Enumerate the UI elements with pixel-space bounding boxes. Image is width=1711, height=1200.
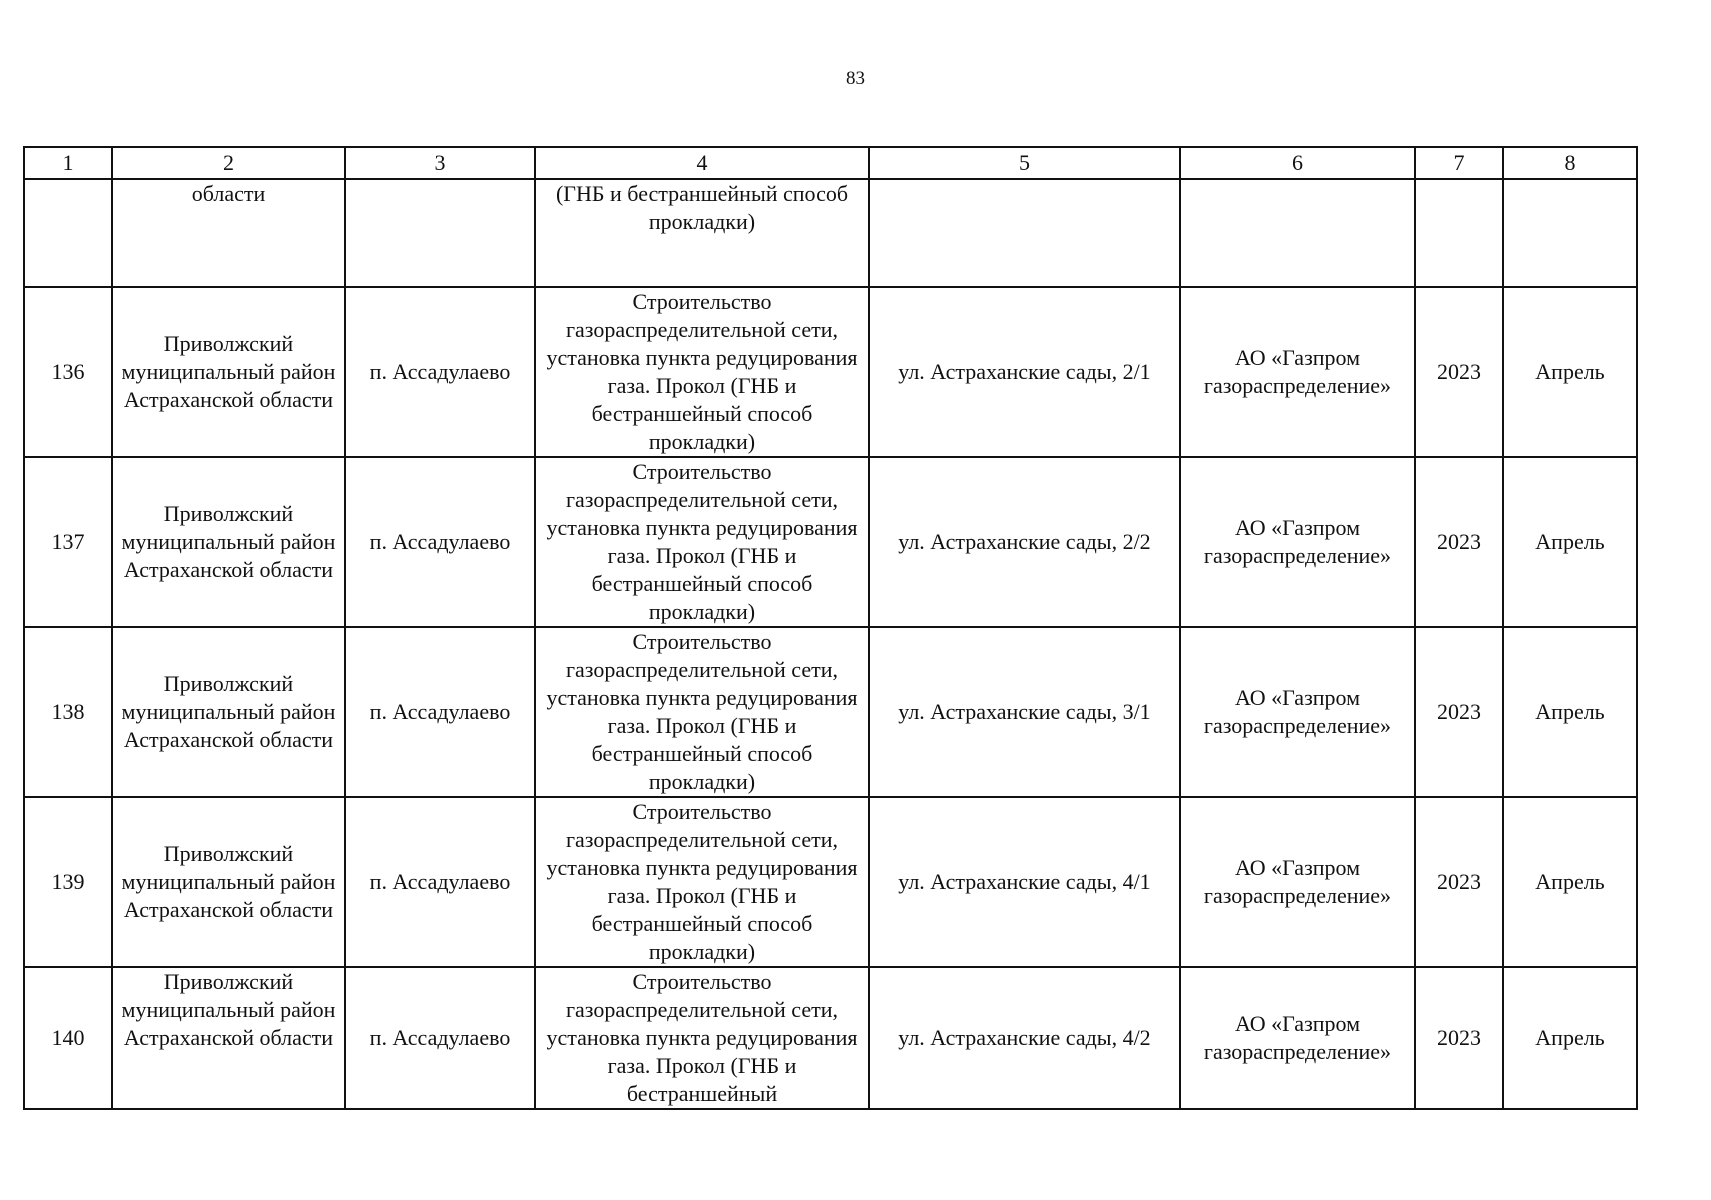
cell-settlement: [345, 179, 535, 287]
cell-org: АО «Газпром газораспределение»: [1180, 287, 1415, 457]
cell-year: 2023: [1415, 627, 1503, 797]
page-number: 83: [846, 68, 865, 89]
cell-org: АО «Газпром газораспределение»: [1180, 627, 1415, 797]
column-header-1: 1: [24, 147, 112, 179]
column-header-7: 7: [1415, 147, 1503, 179]
cell-address: ул. Астраханские сады, 4/2: [869, 967, 1180, 1109]
cell-org: АО «Газпром газораспределение»: [1180, 967, 1415, 1109]
table-row: [24, 627, 1637, 797]
cell-region: Приволжский муниципальный район Астраханской области: [112, 287, 345, 457]
cell-work: Строительство газораспределительной сети, установка пункта редуцирования газа. Прокол (ГНБ и бестраншейный способ прокладки): [535, 457, 869, 627]
column-header-3: 3: [345, 147, 535, 179]
cell-org: [1180, 179, 1415, 287]
cell-num: [24, 179, 112, 287]
table-row: [24, 967, 1637, 1109]
cell-year: [1415, 179, 1503, 287]
cell-settlement: п. Ассадулаево: [345, 287, 535, 457]
cell-region: области: [112, 179, 345, 287]
table-row: [24, 797, 1637, 967]
continuation-row: [24, 179, 1637, 287]
cell-work: Строительство газораспределительной сети, установка пункта редуцирования газа. Прокол (ГНБ и бестраншейный способ прокладки): [535, 287, 869, 457]
cell-work: Строительство газораспределительной сети, установка пункта редуцирования газа. Прокол (ГНБ и бестраншейный способ прокладки): [535, 797, 869, 967]
column-header-4: 4: [535, 147, 869, 179]
cell-address: ул. Астраханские сады, 4/1: [869, 797, 1180, 967]
cell-address: ул. Астраханские сады, 2/2: [869, 457, 1180, 627]
cell-num: 140: [24, 967, 112, 1109]
cell-work: (ГНБ и бестраншейный способ прокладки): [535, 179, 869, 287]
cell-year: 2023: [1415, 797, 1503, 967]
cell-region: Приволжский муниципальный район Астраханской области: [112, 627, 345, 797]
column-header-2: 2: [112, 147, 345, 179]
cell-settlement: п. Ассадулаево: [345, 967, 535, 1109]
cell-address: [869, 179, 1180, 287]
cell-num: 136: [24, 287, 112, 457]
cell-settlement: п. Ассадулаево: [345, 457, 535, 627]
cell-year: 2023: [1415, 287, 1503, 457]
cell-org: АО «Газпром газораспределение»: [1180, 457, 1415, 627]
cell-month: [1503, 179, 1637, 287]
cell-year: 2023: [1415, 457, 1503, 627]
cell-work: Строительство газораспределительной сети, установка пункта редуцирования газа. Прокол (ГНБ и бестраншейный способ прокладки): [535, 627, 869, 797]
cell-region: Приволжский муниципальный район Астраханской области: [112, 797, 345, 967]
table-row: [24, 457, 1637, 627]
works-table: [23, 146, 1638, 1110]
cell-month: Апрель: [1503, 797, 1637, 967]
cell-month: Апрель: [1503, 627, 1637, 797]
cell-address: ул. Астраханские сады, 3/1: [869, 627, 1180, 797]
cell-month: Апрель: [1503, 457, 1637, 627]
cell-region: Приволжский муниципальный район Астраханской области: [112, 457, 345, 627]
header-row: [24, 147, 1637, 179]
cell-month: Апрель: [1503, 287, 1637, 457]
column-header-8: 8: [1503, 147, 1637, 179]
cell-num: 138: [24, 627, 112, 797]
cell-address: ул. Астраханские сады, 2/1: [869, 287, 1180, 457]
column-header-6: 6: [1180, 147, 1415, 179]
cell-region: Приволжский муниципальный район Астраханской области: [112, 967, 345, 1109]
cell-org: АО «Газпром газораспределение»: [1180, 797, 1415, 967]
cell-settlement: п. Ассадулаево: [345, 627, 535, 797]
cell-month: Апрель: [1503, 967, 1637, 1109]
cell-work: Строительство газораспределительной сети, установка пункта редуцирования газа. Прокол (ГНБ и бестраншейный: [535, 967, 869, 1109]
cell-settlement: п. Ассадулаево: [345, 797, 535, 967]
cell-num: 139: [24, 797, 112, 967]
column-header-5: 5: [869, 147, 1180, 179]
table-row: [24, 287, 1637, 457]
cell-num: 137: [24, 457, 112, 627]
cell-year: 2023: [1415, 967, 1503, 1109]
